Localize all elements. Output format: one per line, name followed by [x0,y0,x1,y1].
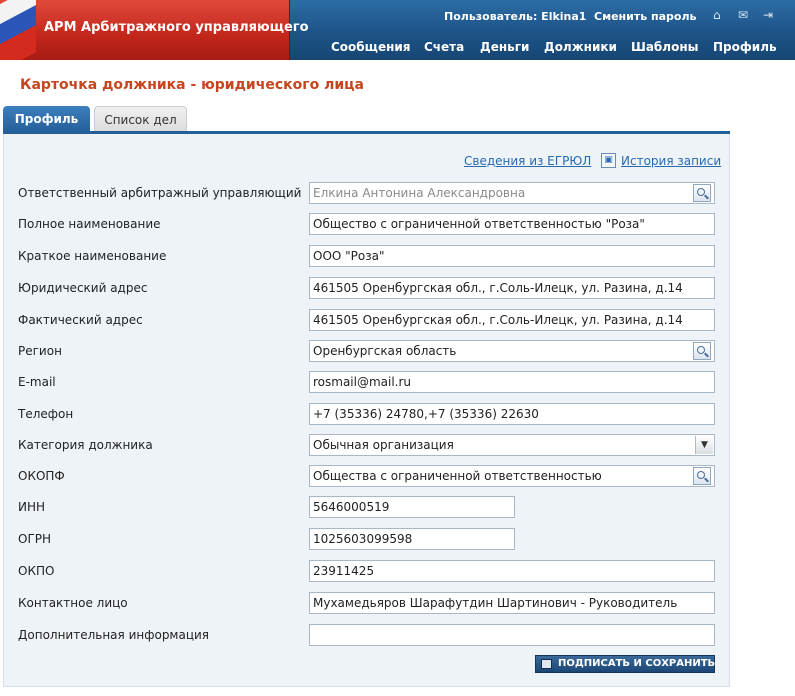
save-disk-icon [541,659,552,669]
manager-field[interactable] [309,182,715,204]
okopf-label: ОКОПФ [18,469,65,483]
actual-address-label: Фактический адрес [18,313,143,327]
okopf-value: Общества с ограниченной ответственностью [313,469,602,483]
manager-lookup-icon[interactable] [693,184,711,202]
change-password-link[interactable]: Сменить пароль [594,10,697,23]
main-nav [290,32,795,60]
logo-block [0,0,309,60]
sign-and-save-label: ПОДПИСАТЬ И СОХРАНИТЬ [558,658,716,669]
history-icon[interactable]: ▣ [601,153,616,168]
full-name-input[interactable]: Общество с ограниченной ответственностью "Роза" [309,213,715,235]
email-label: E-mail [18,375,56,389]
tab-case-list[interactable]: Список дел [94,106,187,132]
nav-debtors[interactable]: Должники [544,40,617,54]
contact-label: Контактное лицо [18,596,128,610]
phone-input[interactable]: +7 (35336) 24780,+7 (35336) 22630 [309,403,715,425]
nav-profile[interactable]: Профиль [713,40,777,54]
chevron-down-icon[interactable]: ▼ [695,436,713,454]
email-input[interactable]: rosmail@mail.ru [309,371,715,393]
sign-and-save-button[interactable] [535,655,715,673]
ogrn-input[interactable]: 1025603099598 [309,528,515,550]
actual-address-input[interactable]: 461505 Оренбургская обл., г.Соль-Илецк, ул. Разина, д.14 [309,309,715,331]
nav-messages[interactable]: Сообщения [331,40,411,54]
home-icon[interactable]: ⌂ [713,8,721,22]
short-name-label: Краткое наименование [18,249,167,263]
manager-label: Ответственный арбитражный управляющий [18,186,302,200]
history-link[interactable]: История записи [621,154,722,168]
extra-info-input[interactable] [309,624,715,646]
okopf-field[interactable] [309,465,715,487]
legal-address-input[interactable]: 461505 Оренбургская обл., г.Соль-Илецк, ул. Разина, д.14 [309,277,715,299]
category-label: Категория должника [18,438,153,452]
ogrn-label: ОГРН [18,532,52,546]
inn-label: ИНН [18,500,46,514]
current-user: Пользователь: Elkina1 [444,10,587,23]
short-name-input[interactable]: ООО "Роза" [309,245,715,267]
legal-address-label: Юридический адрес [18,281,148,295]
mail-icon[interactable]: ✉ [738,8,749,22]
category-value: Обычная организация [313,438,454,452]
nav-money[interactable]: Деньги [480,40,530,54]
page-title: Карточка должника - юридического лица [20,77,364,93]
okpo-input[interactable]: 23911425 [309,560,715,582]
tab-profile[interactable]: Профиль [3,106,90,132]
nav-templates[interactable]: Шаблоны [631,40,699,54]
egrul-link[interactable]: Сведения из ЕГРЮЛ [464,154,592,168]
region-lookup-icon[interactable] [693,342,711,360]
inn-input[interactable]: 5646000519 [309,496,515,518]
region-field[interactable] [309,340,715,362]
category-select[interactable] [309,434,715,456]
okpo-label: ОКПО [18,564,55,578]
region-label: Регион [18,344,62,358]
logout-icon[interactable]: ⇥ [763,8,774,22]
region-value: Оренбургская область [313,344,457,358]
manager-value: Елкина Антонина Александровна [313,186,526,200]
app-header [0,0,795,60]
phone-label: Телефон [18,407,74,421]
app-title: АРМ Арбитражного управляющего [44,20,309,35]
contact-input[interactable]: Мухамедьяров Шарафутдин Шартинович - Руководитель [309,592,715,614]
full-name-label: Полное наименование [18,217,161,231]
nav-accounts[interactable]: Счета [424,40,465,54]
okopf-lookup-icon[interactable] [693,467,711,485]
extra-info-label: Дополнительная информация [18,628,210,642]
flag-logo-icon [0,0,36,60]
